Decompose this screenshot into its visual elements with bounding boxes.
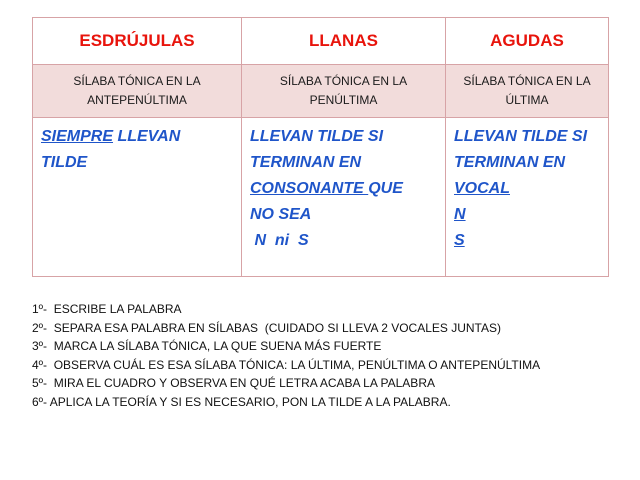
- rule-esdrujulas-line1-rest: LLEVAN: [113, 128, 181, 145]
- header-agudas: AGUDAS: [446, 18, 609, 65]
- rule-agudas-letter-s: S: [454, 232, 465, 249]
- rule-agudas-letter-n: N: [454, 206, 466, 223]
- steps-list: [32, 300, 632, 411]
- subheader-agudas-line1: SÍLABA TÓNICA EN LA: [463, 74, 591, 88]
- subheader-llanas: [242, 65, 446, 118]
- rule-agudas-line2: TERMINAN EN: [454, 154, 566, 171]
- subheader-esdrujulas-line2: ANTEPENÚLTIMA: [87, 93, 187, 107]
- rule-llanas-line2: TERMINAN EN: [250, 154, 362, 171]
- rule-llanas-line3: [250, 176, 437, 202]
- rule-llanas-line3-rest: QUE: [368, 180, 403, 197]
- rule-agudas-keyword-vocal: VOCAL: [454, 180, 510, 197]
- subheader-agudas: [446, 65, 609, 118]
- rule-row: [33, 118, 609, 277]
- subheader-llanas-line1: SÍLABA TÓNICA EN LA: [279, 74, 408, 88]
- rule-esdrujulas-keyword: SIEMPRE: [41, 128, 114, 145]
- step-5: 5º- MIRA EL CUADRO Y OBSERVA EN QUÉ LETRA ACABA LA PALABRA: [32, 376, 435, 390]
- subheader-agudas-line2: ÚLTIMA: [505, 93, 549, 107]
- rule-esdrujulas: [33, 118, 242, 277]
- header-row: [33, 18, 609, 65]
- step-4: 4º- OBSERVA CUÁL ES ESA SÍLABA TÓNICA: LA ÚLTIMA, PENÚLTIMA O ANTEPENÚLTIMA: [32, 357, 541, 372]
- rule-esdrujulas-line1: [41, 124, 233, 150]
- subheader-llanas-line2: PENÚLTIMA: [309, 93, 378, 107]
- header-esdrujulas: ESDRÚJULAS: [33, 18, 242, 65]
- rule-llanas-line1: LLEVAN TILDE SI: [250, 128, 384, 145]
- subheader-row: [33, 65, 609, 118]
- header-llanas: LLANAS: [242, 18, 446, 65]
- rule-llanas-line4: NO SEA: [250, 206, 312, 223]
- accent-rules-table: [32, 17, 609, 277]
- step-3: 3º- MARCA LA SÍLABA TÓNICA, LA QUE SUENA MÁS FUERTE: [32, 339, 382, 353]
- rule-agudas-line1: LLEVAN TILDE SI: [454, 128, 588, 145]
- rule-llanas: [242, 118, 446, 277]
- subheader-esdrujulas-line1: SÍLABA TÓNICA EN LA: [73, 74, 201, 88]
- rule-llanas-line5: N ni S: [250, 232, 309, 249]
- subheader-esdrujulas: [33, 65, 242, 118]
- step-1: 1º- ESCRIBE LA PALABRA: [32, 302, 182, 316]
- step-2: 2º- SEPARA ESA PALABRA EN SÍLABAS (CUIDADO SI LLEVA 2 VOCALES JUNTAS): [32, 320, 501, 335]
- step-6: 6º- APLICA LA TEORÍA Y SI ES NECESARIO, PON LA TILDE A LA PALABRA.: [32, 394, 451, 409]
- rule-agudas: [446, 118, 609, 277]
- rule-llanas-keyword: CONSONANTE: [250, 180, 369, 197]
- rule-esdrujulas-line2: TILDE: [41, 154, 88, 171]
